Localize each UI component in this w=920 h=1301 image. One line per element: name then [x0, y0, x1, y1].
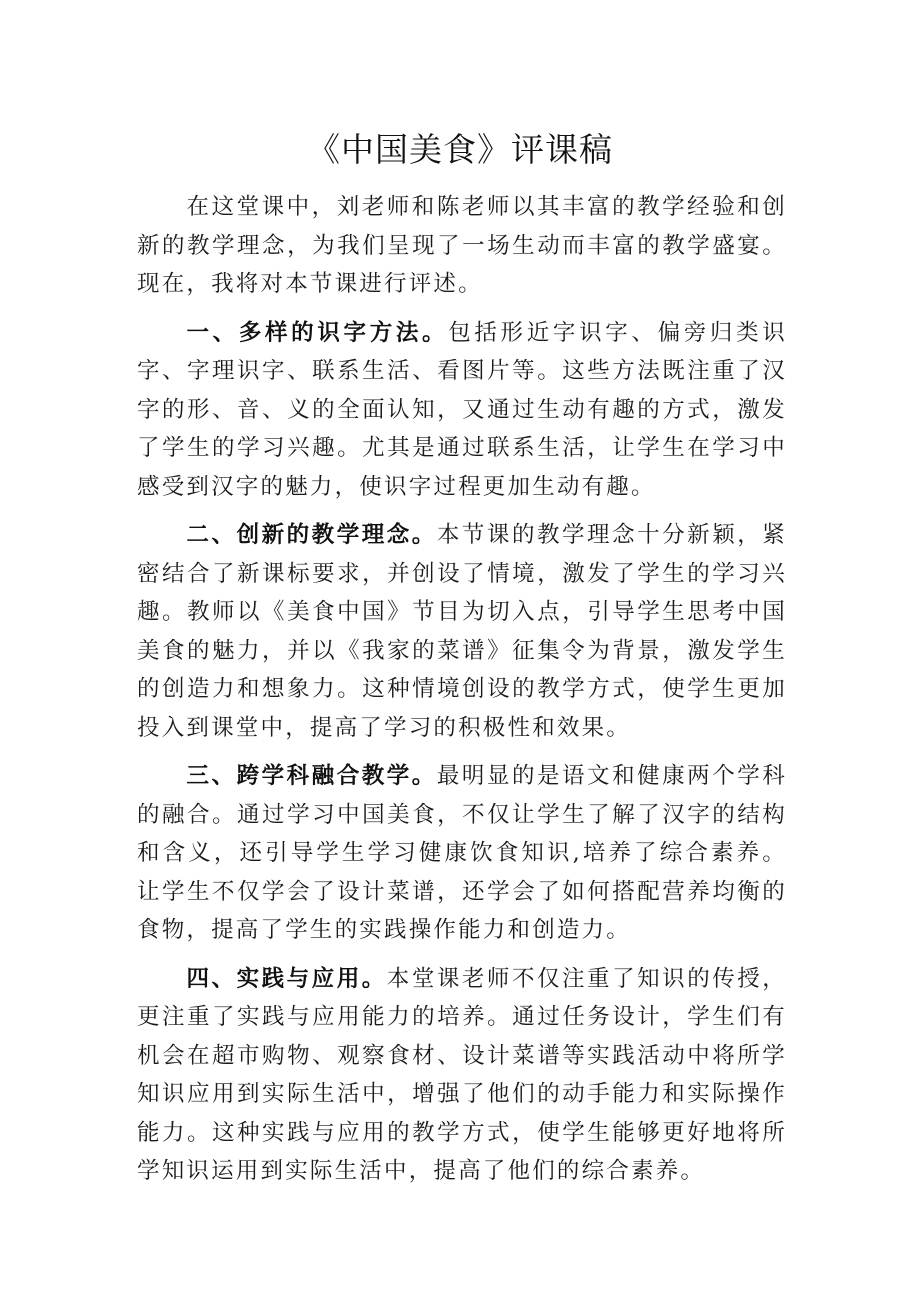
document-body	[137, 188, 787, 1201]
section-text-4: 本堂课老师不仅注重了知识的传授，更注重了实践与应用能力的培养。通过任务设计，学生们有机会在超市购物、观察食材、设计菜谱等实践活动中将所学知识应用到实际生活中，增强了他们的动手能力和实际操作能力。这种实践与应用的教学方式，使学生能够更好地将所学知识运用到实际生活中，提高了他们的综合素养。	[137, 965, 787, 1184]
section-paragraph-2	[137, 516, 787, 747]
section-text-1: 包括形近字识字、偏旁归类识字、字理识字、联系生活、看图片等。这些方法既注重了汉字的形、音、义的全面认知，又通过生动有趣的方式，激发了学生的学习兴趣。尤其是通过联系生活，让学生在学习中感受到汉字的魅力，使识字过程更加生动有趣。	[137, 319, 787, 500]
section-heading-2: 二、创新的教学理念。	[186, 522, 437, 548]
section-paragraph-1	[137, 314, 787, 507]
section-heading-3: 三、跨学科融合教学。	[186, 763, 437, 789]
document-title: 《中国美食》评课稿	[307, 130, 613, 169]
section-paragraph-4	[137, 960, 787, 1191]
section-text-3: 最明显的是语文和健康两个学科的融合。通过学习中国美食，不仅让学生了解了汉字的结构和含义，还引导学生学习健康饮食知识,培养了综合素养。让学生不仅学会了设计菜谱，还学会了如何搭配营养均衡的食物，提高了学生的实践操作能力和创造力。	[137, 763, 787, 943]
section-heading-4: 四、实践与应用。	[186, 965, 387, 992]
section-text-2: 本节课的教学理念十分新颖，紧密结合了新课标要求，并创设了情境，激发了学生的学习兴趣。教师以《美食中国》节目为切入点，引导学生思考中国美食的魅力，并以《我家的菜谱》征集令为背景，激发学生的创造力和想象力。这种情境创设的教学方式，使学生更加投入到课堂中，提高了学习的积极性和效果。	[137, 522, 787, 741]
intro-paragraph: 在这堂课中，刘老师和陈老师以其丰富的教学经验和创新的教学理念，为我们呈现了一场生动而丰富的教学盛宴。现在，我将对本节课进行评述。	[137, 194, 787, 297]
section-heading-1: 一、多样的识字方法。	[186, 319, 449, 346]
section-paragraph-3	[137, 757, 787, 950]
